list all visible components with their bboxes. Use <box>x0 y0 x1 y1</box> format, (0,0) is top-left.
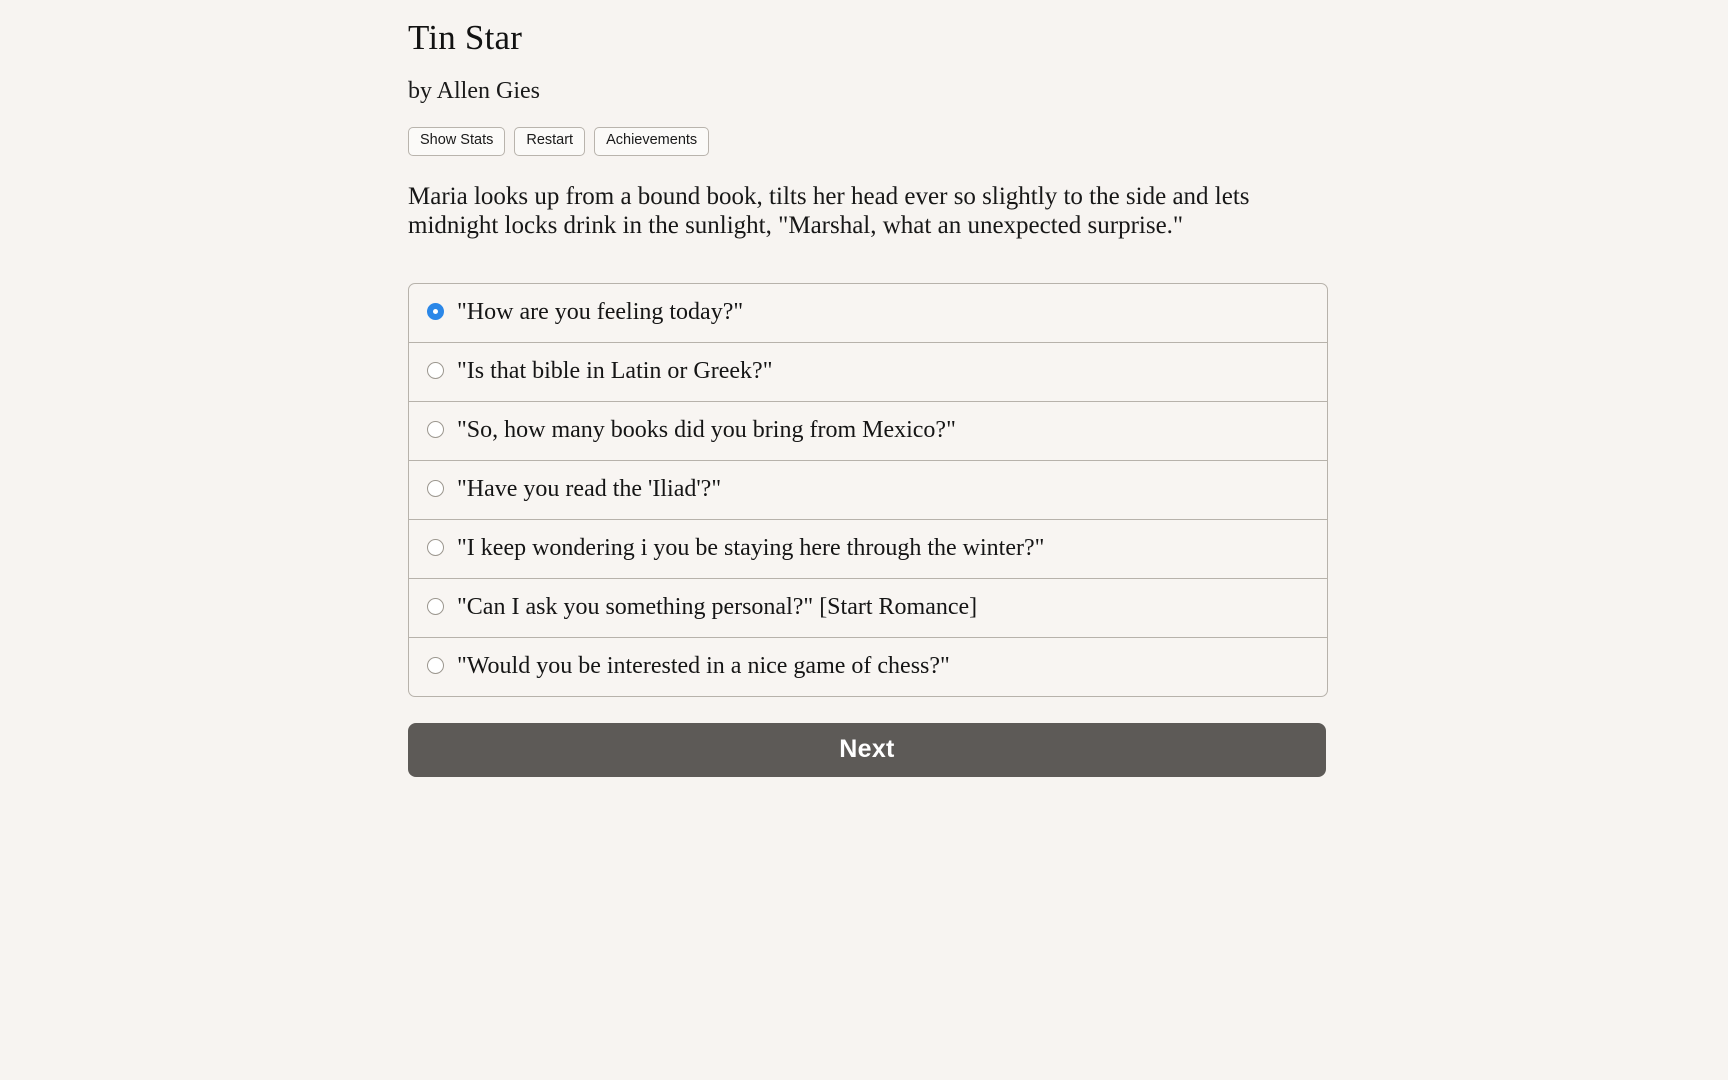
content-column <box>408 0 1333 777</box>
choice-label: "How are you feeling today?" <box>457 298 744 325</box>
choice-option[interactable] <box>409 638 1327 696</box>
choice-label: "I keep wondering i you be staying here through the winter?" <box>457 534 1045 561</box>
choice-label: "Have you read the 'Iliad'?" <box>457 475 722 502</box>
radio-icon[interactable] <box>427 480 444 497</box>
page-title: Tin Star <box>408 18 523 57</box>
choice-label: "Can I ask you something personal?" [Start Romance] <box>457 593 978 620</box>
choice-option[interactable] <box>409 343 1327 402</box>
radio-icon[interactable] <box>427 303 444 320</box>
choice-option[interactable] <box>409 402 1327 461</box>
story-text: Maria looks up from a bound book, tilts her head ever so slightly to the side and lets midnight locks drink in the sunlight, "Marshal, what an unexpected surprise." <box>408 182 1250 240</box>
radio-icon[interactable] <box>427 539 444 556</box>
radio-icon[interactable] <box>427 657 444 674</box>
game-author: by Allen Gies <box>408 78 540 104</box>
choice-option[interactable] <box>409 579 1327 638</box>
choice-label: "So, how many books did you bring from Mexico?" <box>457 416 956 443</box>
choice-option[interactable] <box>409 520 1327 579</box>
toolbar <box>408 127 1333 156</box>
choice-label: "Is that bible in Latin or Greek?" <box>457 357 773 384</box>
radio-icon[interactable] <box>427 362 444 379</box>
next-button[interactable]: Next <box>408 723 1326 777</box>
choice-label: "Would you be interested in a nice game of chess?" <box>457 652 950 679</box>
radio-icon[interactable] <box>427 421 444 438</box>
show-stats-button[interactable]: Show Stats <box>408 127 505 156</box>
choice-option[interactable] <box>409 284 1327 343</box>
restart-button[interactable]: Restart <box>514 127 585 156</box>
radio-icon[interactable] <box>427 598 444 615</box>
choice-option[interactable] <box>409 461 1327 520</box>
achievements-button[interactable]: Achievements <box>594 127 709 156</box>
choice-list <box>408 283 1328 697</box>
